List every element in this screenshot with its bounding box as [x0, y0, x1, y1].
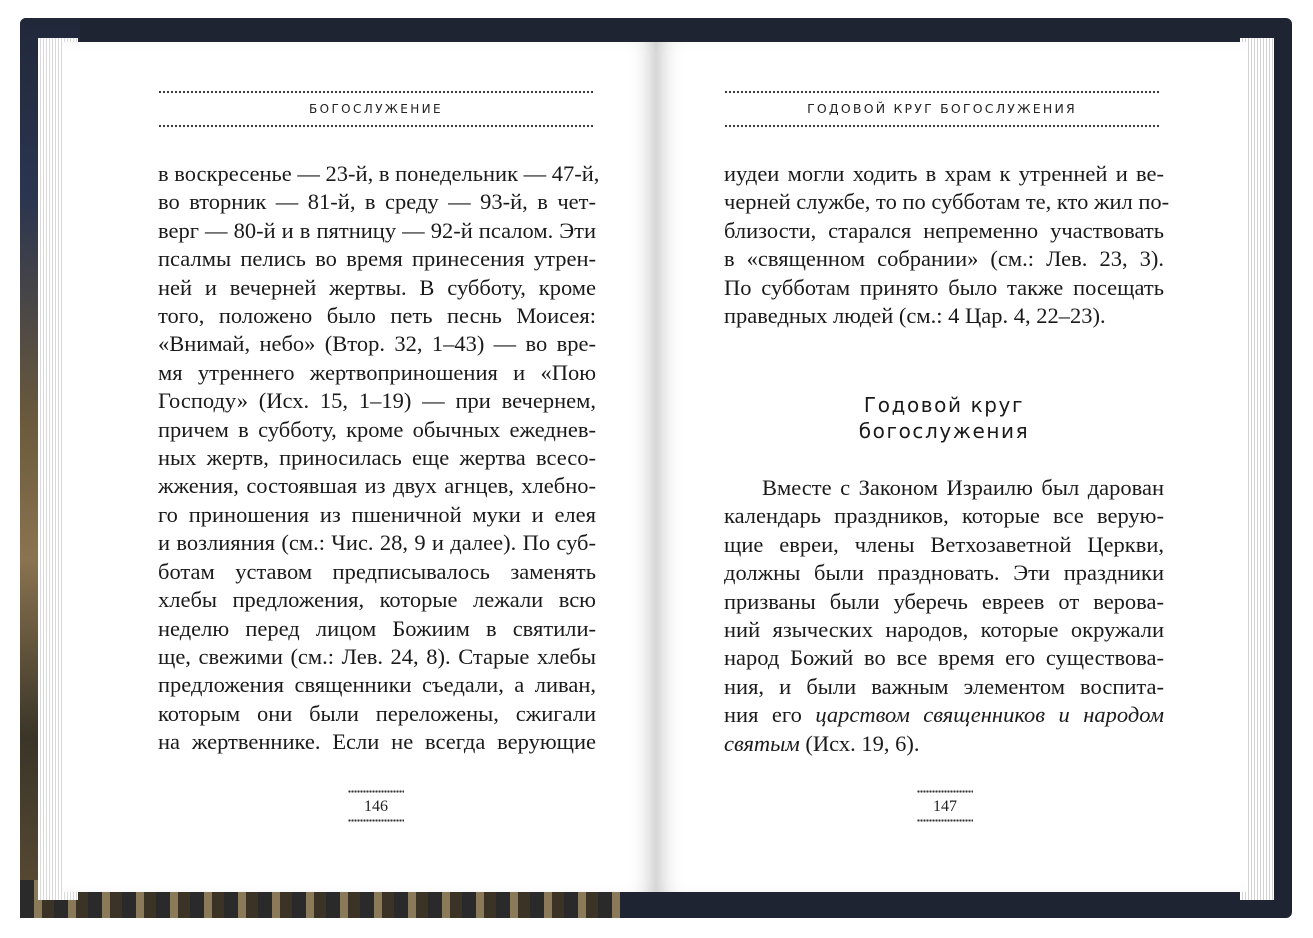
text-line: в воскресенье — 23-й, в понедельник — 47-й,: [158, 161, 600, 186]
text-line: и возлияния (см.: Чис. 28, 9 и далее). По суб-: [158, 530, 596, 556]
section-heading-line: Годовой круг: [863, 393, 1025, 417]
text-line: ботам уставом предписывалось заменять: [158, 558, 596, 584]
section-heading: [724, 392, 1164, 444]
text-line: го приношения из пшеничной муки и елея: [158, 501, 596, 527]
text-line: жжения, состоявшая из двух агнцев, хлебно-: [158, 473, 596, 499]
text-line: близости, старался непременно участвовать: [724, 217, 1164, 243]
italic-run: царством священников и народом: [815, 702, 1164, 728]
text-line: народ Божий во все время его существова-: [724, 645, 1164, 671]
text-line: ней и вечерней жертвы. В субботу, кроме: [158, 274, 596, 300]
text-line: в «священном собрании» (см.: Лев. 23, 3).: [724, 246, 1164, 272]
text-line: предложения священники съедали, а ливан,: [158, 672, 596, 698]
text-line: По субботам принято было также посещать: [724, 274, 1164, 300]
page-number-right: [917, 790, 973, 824]
left-page-body: [158, 160, 600, 757]
text-line: псалмы пелись во время принесения утрен-: [158, 246, 596, 272]
text-line: неделю перед лицом Божиим в святили-: [158, 615, 596, 641]
text-line: Господу» (Исх. 15, 1–19) — при вечернем,: [158, 388, 596, 414]
header-ornament-bottom: [724, 124, 1160, 130]
text-line: ний языческих народов, которые окружали: [724, 617, 1164, 643]
right-page-body-bottom: [724, 474, 1164, 758]
text-line: верг — 80-й и в пятницу — 92-й псалом. Эти: [158, 217, 596, 243]
running-header-title: БОГОСЛУЖЕНИЕ: [308, 102, 444, 116]
page-number: 146: [364, 798, 388, 815]
text-line: того, положено было петь песнь Моисея:: [158, 303, 596, 329]
text-line: которым они были переложены, сжигали: [158, 700, 596, 726]
running-header-title: ГОДОВОЙ КРУГ БОГОСЛУЖЕНИЯ: [807, 101, 1077, 116]
running-header-left: [158, 90, 594, 134]
text-line: причем в субботу, кроме обычных ежеднев-: [158, 416, 596, 442]
text-line: Вместе с Законом Израилю был дарован: [762, 475, 1164, 500]
section-heading-line: богослужения: [858, 419, 1030, 443]
text-line: иудеи могли ходить в храм к утренней и ве-: [724, 161, 1164, 186]
text-line: щие евреи, члены Ветхозаветной Церкви,: [724, 531, 1164, 557]
running-header-right: [724, 90, 1160, 134]
text-line: календарь праздников, которые все верую-: [724, 503, 1164, 529]
text-line: «Внимай, небо» (Втор. 32, 1–43) — во вре-: [158, 331, 596, 357]
text-line: ных жертв, приносилась еще жертва всесо-: [158, 445, 596, 471]
text-run: ния его: [724, 702, 816, 728]
text-line: [724, 730, 1164, 758]
text-line: [724, 701, 1164, 729]
folio-ornament-bottom: [917, 819, 973, 824]
text-run: (Исх. 19, 6).: [799, 730, 920, 756]
text-line: мя утреннего жертвоприношения и «Пою: [158, 359, 596, 385]
text-line: должны были праздновать. Эти праздники: [724, 560, 1164, 586]
text-line: праведных людей (см.: 4 Цар. 4, 22–23).: [724, 303, 1106, 329]
text-line: черней службе, то по субботам те, кто жил по-: [724, 189, 1170, 215]
italic-run: святым: [724, 730, 800, 756]
text-line: на жертвеннике. Если не всегда верующие: [158, 729, 596, 755]
right-page-body-top: [724, 160, 1170, 330]
page-number-left: [348, 790, 404, 824]
text-line: во вторник — 81-й, в среду — 93-й, в чет-: [158, 189, 596, 215]
text-line: ния, и были важным элементом воспита-: [724, 673, 1164, 699]
text-line: хлебы предложения, которые лежали всю: [158, 587, 596, 613]
header-ornament-bottom: [158, 124, 594, 130]
page-number: 147: [933, 798, 957, 815]
text-line: ще, свежими (см.: Лев. 24, 8). Старые хлебы: [158, 643, 596, 669]
text-line: призваны были уберечь евреев от верова-: [724, 588, 1164, 614]
folio-ornament-bottom: [348, 819, 404, 824]
